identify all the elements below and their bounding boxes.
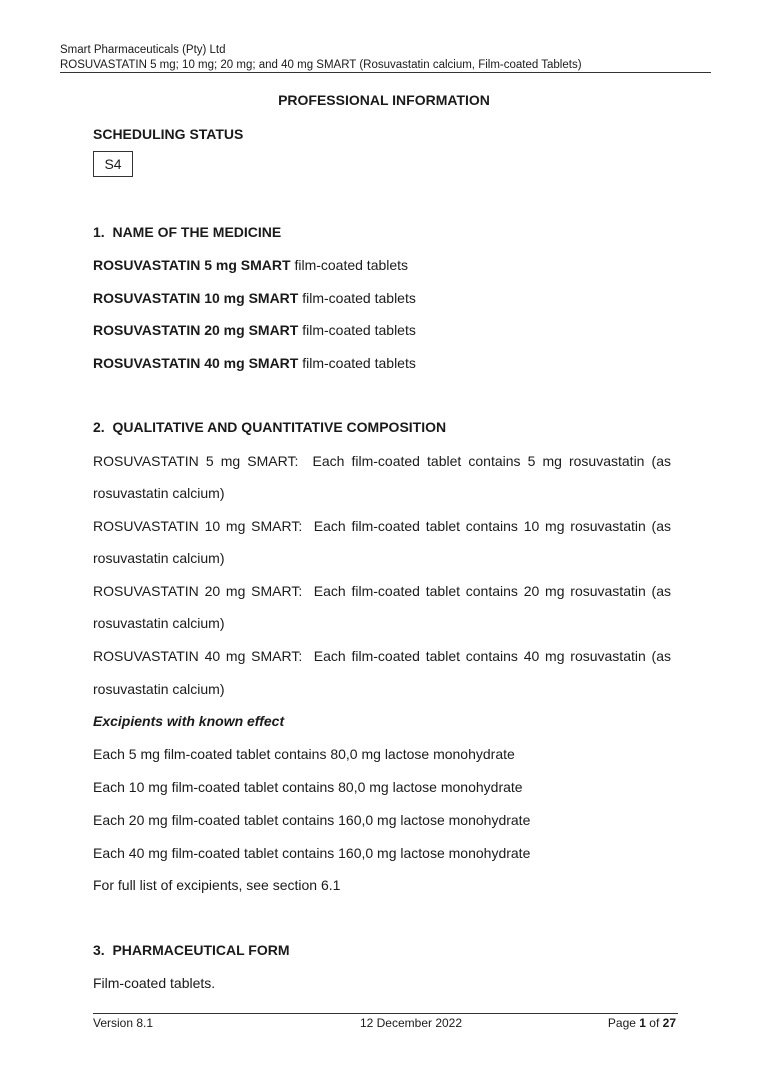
medicine-name-bold: ROSUVASTATIN 40 mg SMART xyxy=(93,355,299,371)
excipients-full-list-note: For full list of excipients, see section 6.1 xyxy=(93,877,341,893)
composition-continuation: rosuvastatin calcium) xyxy=(93,681,225,697)
medicine-name-item xyxy=(93,322,416,338)
medicine-name-item xyxy=(93,257,408,273)
header-product: ROSUVASTATIN 5 mg; 10 mg; 20 mg; and 40 mg SMART (Rosuvastatin calcium, Film-coated Tablets) xyxy=(60,58,582,71)
medicine-name-rest: film-coated tablets xyxy=(298,322,416,338)
footer-page-total: 27 xyxy=(662,1016,676,1030)
section-1-heading: 1. NAME OF THE MEDICINE xyxy=(93,224,282,240)
pharmaceutical-form-text: Film-coated tablets. xyxy=(93,975,216,991)
medicine-name-bold: ROSUVASTATIN 5 mg SMART xyxy=(93,257,291,273)
composition-continuation: rosuvastatin calcium) xyxy=(93,615,225,631)
medicine-name-bold: ROSUVASTATIN 10 mg SMART xyxy=(93,290,299,306)
scheduling-status-value: S4 xyxy=(104,156,122,172)
excipients-heading: Excipients with known effect xyxy=(93,713,285,729)
excipient-item: Each 20 mg film-coated tablet contains 160,0 mg lactose monohydrate xyxy=(93,812,531,828)
footer-date: 12 December 2022 xyxy=(359,1016,463,1030)
section-3-heading: 3. PHARMACEUTICAL FORM xyxy=(93,942,290,958)
header-text xyxy=(60,43,582,72)
excipient-item: Each 5 mg film-coated tablet contains 80,0 mg lactose monohydrate xyxy=(93,746,515,762)
footer-divider xyxy=(93,1013,678,1014)
section-2-heading: 2. QUALITATIVE AND QUANTITATIVE COMPOSITION xyxy=(93,419,447,435)
composition-line: ROSUVASTATIN 10 mg SMART: Each film-coated tablet contains 10 mg rosuvastatin (as xyxy=(93,518,671,534)
medicine-name-item xyxy=(93,290,416,306)
excipient-item: Each 10 mg film-coated tablet contains 80,0 mg lactose monohydrate xyxy=(93,779,523,795)
composition-continuation: rosuvastatin calcium) xyxy=(93,550,225,566)
header-company: Smart Pharmaceuticals (Pty) Ltd xyxy=(60,44,226,56)
footer-page-current: 1 xyxy=(639,1016,646,1030)
scheduling-status-box xyxy=(93,151,133,177)
medicine-name-rest: film-coated tablets xyxy=(290,257,409,273)
composition-line: ROSUVASTATIN 20 mg SMART: Each film-coated tablet contains 20 mg rosuvastatin (as xyxy=(93,583,671,599)
composition-line: ROSUVASTATIN 5 mg SMART: Each film-coated tablet contains 5 mg rosuvastatin (as xyxy=(93,453,671,469)
composition-line: ROSUVASTATIN 40 mg SMART: Each film-coated tablet contains 40 mg rosuvastatin (as xyxy=(93,648,671,664)
medicine-name-rest: film-coated tablets xyxy=(298,355,416,371)
medicine-name-bold: ROSUVASTATIN 20 mg SMART xyxy=(93,322,299,338)
footer-version: Version 8.1 xyxy=(93,1016,154,1030)
composition-continuation: rosuvastatin calcium) xyxy=(93,485,225,501)
excipient-item: Each 40 mg film-coated tablet contains 160,0 mg lactose monohydrate xyxy=(93,845,531,861)
footer-page-number xyxy=(608,1016,676,1030)
scheduling-heading: SCHEDULING STATUS xyxy=(93,126,244,142)
footer-page-of: of xyxy=(645,1016,663,1030)
medicine-name-item xyxy=(93,355,416,371)
footer-page-prefix: Page xyxy=(607,1016,640,1030)
header-divider xyxy=(60,72,711,73)
document-title: PROFESSIONAL INFORMATION xyxy=(278,92,490,108)
medicine-name-rest: film-coated tablets xyxy=(298,290,416,306)
